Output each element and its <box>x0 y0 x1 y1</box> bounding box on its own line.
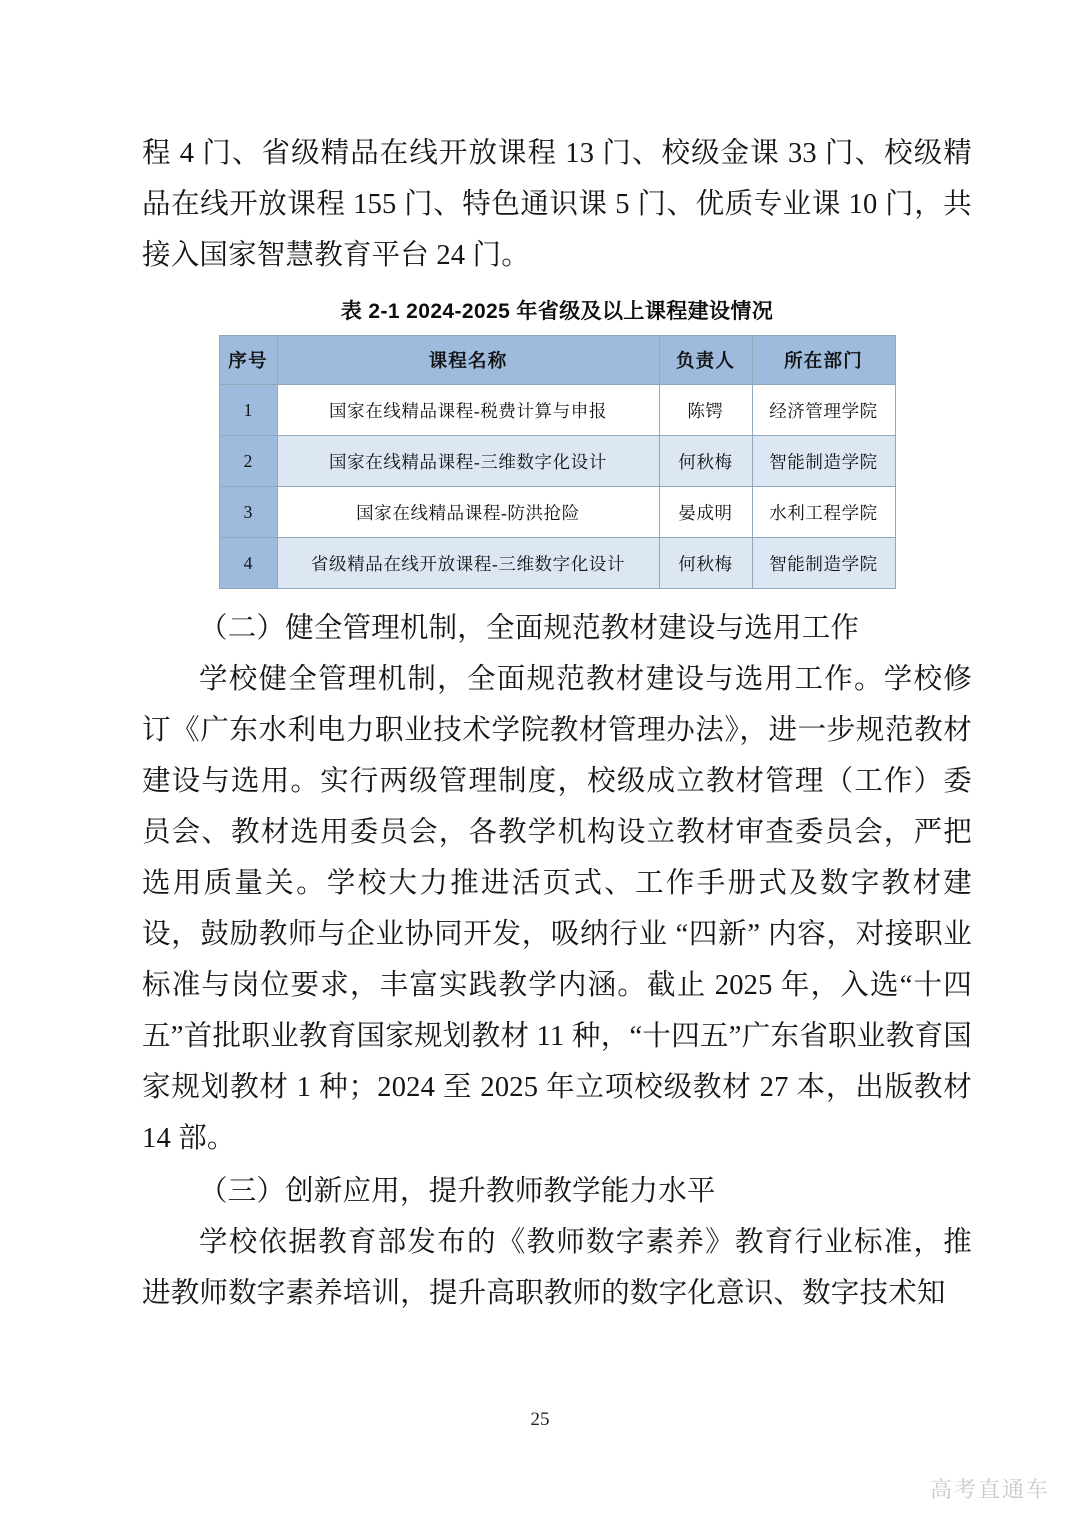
cell-dept: 智能制造学院 <box>752 436 895 487</box>
section-three-heading: （三）创新应用，提升教师教学能力水平 <box>199 1176 716 1207</box>
paragraph-continued: 程 4 门、省级精品在线开放课程 13 门、校级金课 33 门、校级精品在线开放课程 155 门、特色通识课 5 门、优质专业课 10 门，共接入国家智慧教育平台 24 门。 <box>142 138 972 271</box>
section-two-body: 学校健全管理机制，全面规范教材建设与选用工作。学校修订《广东水利电力职业技术学院教材管理办法》，进一步规范教材建设与选用。实行两级管理制度，校级成立教材管理（工作）委员会、教材选用委员会，各教学机构设立教材审查委员会，严把选用质量关。学校大力推进活页式、工作手册式及数字教材建设，鼓励教师与企业协同开发，吸纳行业 “四新” 内容，对接职业标准与岗位要求，丰富实践教学内涵。截止 2025 年，入选“十四五”首批职业教育国家规划教材 11 种，“十四五”广东省职业教育国家规划教材 1 种；2024 至 2025 年立项校级教材 27 本，出版教材 14 部。 <box>142 664 972 1154</box>
table-header-row <box>219 336 895 385</box>
cell-index: 3 <box>219 487 277 538</box>
cell-dept: 经济管理学院 <box>752 385 895 436</box>
table-row <box>219 436 895 487</box>
page-number: 25 <box>530 1409 550 1430</box>
course-construction-table <box>219 335 896 589</box>
section-two-heading: （二）健全管理机制，全面规范教材建设与选用工作 <box>199 613 860 644</box>
table-row <box>219 538 895 589</box>
cell-course: 国家在线精品课程-防洪抢险 <box>277 487 659 538</box>
cell-owner: 何秋梅 <box>659 436 752 487</box>
column-header-index: 序号 <box>219 336 277 385</box>
column-header-owner: 负责人 <box>659 336 752 385</box>
cell-index: 1 <box>219 385 277 436</box>
section-three-body: 学校依据教育部发布的《教师数字素养》教育行业标准，推进教师数字素养培训，提升高职教师的数字化意识、数字技术知 <box>142 1227 972 1309</box>
cell-course: 国家在线精品课程-税费计算与申报 <box>277 385 659 436</box>
column-header-course: 课程名称 <box>277 336 659 385</box>
cell-index: 2 <box>219 436 277 487</box>
watermark: 高考直通车 <box>929 1477 1050 1502</box>
table-row <box>219 487 895 538</box>
cell-course: 国家在线精品课程-三维数字化设计 <box>277 436 659 487</box>
table-caption: 表 2-1 2024-2025 年省级及以上课程建设情况 <box>340 300 774 323</box>
table-wrapper <box>142 335 972 589</box>
cell-dept: 智能制造学院 <box>752 538 895 589</box>
page-content <box>142 128 972 1319</box>
column-header-dept: 所在部门 <box>752 336 895 385</box>
cell-owner: 晏成明 <box>659 487 752 538</box>
cell-course: 省级精品在线开放课程-三维数字化设计 <box>277 538 659 589</box>
table-row <box>219 385 895 436</box>
cell-dept: 水利工程学院 <box>752 487 895 538</box>
cell-owner: 陈锷 <box>659 385 752 436</box>
cell-owner: 何秋梅 <box>659 538 752 589</box>
cell-index: 4 <box>219 538 277 589</box>
